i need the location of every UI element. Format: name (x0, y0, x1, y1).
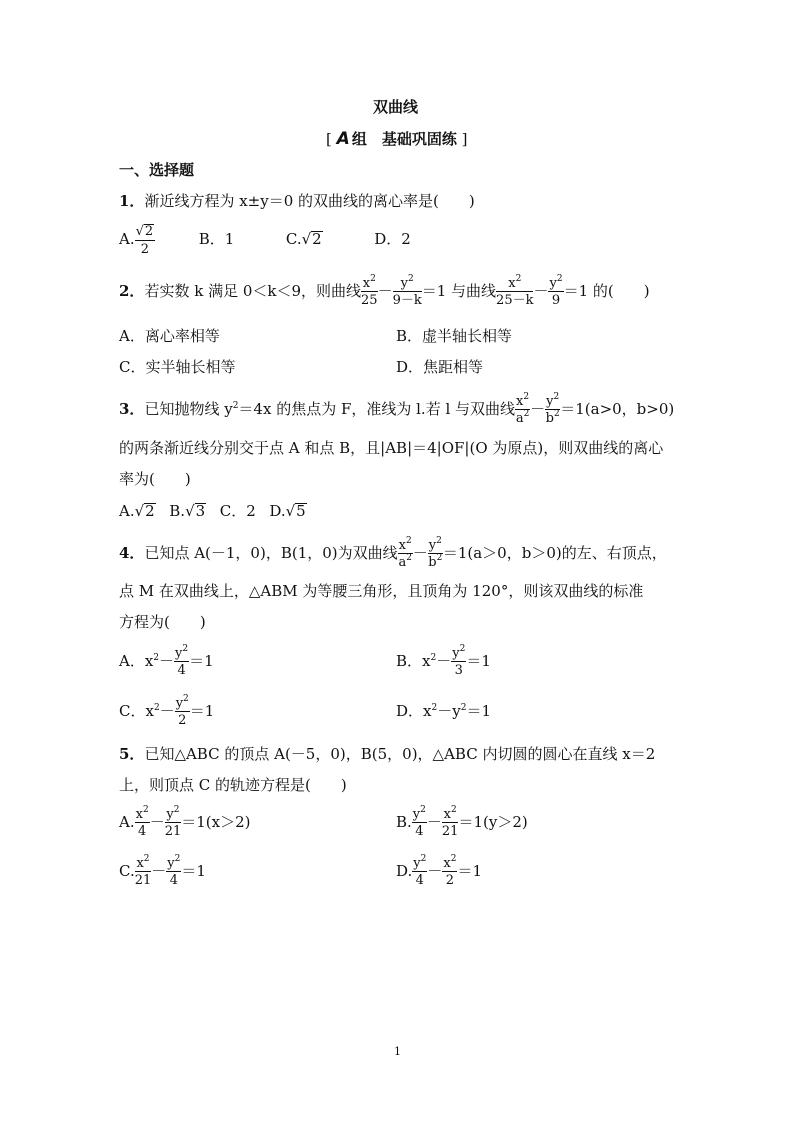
question-number: 4． (119, 544, 145, 562)
bracket-open: [ (326, 130, 332, 148)
question-2: 2．若实数 k 满足 0＜k＜9，则曲线 $\frac{x^2}{25}$ － $\frac{y^2}{9-k}$ ＝1 与曲线 $\frac{x^2}{25-k}$ － $\frac{y^2}{9}$ ＝1 的( ) (119, 274, 650, 308)
question-3-line2: 的两条渐近线分别交于点 A 和点 B，且|AB|＝4|OF|(O 为原点)，则双曲线的离心 (119, 439, 664, 457)
option-a: A. $\frac{x^2}{4}$ － $\frac{y^2}{21}$ ＝1(x＞2) (119, 805, 251, 839)
option-a: A．离心率相等 (119, 327, 220, 345)
question-5: 5．已知△ABC 的顶点 A(－5，0)，B(5，0)，△ABC 内切圆的圆心在直线 x＝2 (119, 745, 656, 763)
option-d: D．$x^2-y^2=1$ (396, 702, 491, 720)
section-heading: 一、选择题 (119, 161, 195, 179)
question-3-line3: 率为( ) (119, 470, 191, 488)
option-c: C．$x^2-$ $\frac{y^2}{2}$ ＝1 (119, 694, 215, 728)
question-1 (119, 194, 475, 209)
question-number: 1． (119, 192, 145, 210)
option-c: C．实半轴长相等 (119, 358, 236, 376)
question-5-line2: 上，则顶点 C 的轨迹方程是( ) (119, 776, 347, 794)
question-4: 4．已知点 A(－1，0)，B(1，0)为双曲线 $\frac{x^2}{a^2}$ － $\frac{y^2}{b^2}$ ＝1(a＞0，b＞0)的左、右顶点， (119, 536, 667, 570)
option-d: D. $\frac{y^2}{4}$ － $\frac{x^2}{2}$ ＝1 (396, 854, 482, 888)
option-a: A.√2 (119, 502, 155, 520)
option-b: B．虚半轴长相等 (396, 327, 513, 345)
option-d: D.√5 (269, 502, 306, 520)
q3-options (119, 503, 307, 520)
option-c: C.√2 (285, 229, 322, 248)
question-number: 2． (119, 282, 145, 300)
question-4-line3: 方程为( ) (119, 613, 206, 631)
group-letter-badge: A (336, 129, 350, 149)
bracket-close: ] (461, 130, 468, 148)
group-header (326, 131, 467, 148)
option-b: B．1 (198, 229, 235, 248)
option-b: B.√3 (169, 502, 206, 520)
question-3: 3．已知抛物线 $y^2=4x$ 的焦点为 F，准线为 l.若 l 与双曲线 $\frac{x^2}{a^2}$ － $\frac{y^2}{b^2}$ ＝1(a>0，b>0) (119, 392, 675, 426)
page-title: 双曲线 (373, 98, 419, 116)
group-label: 组 基础巩固练 (351, 130, 457, 148)
option-a: A．$x^2-$ $\frac{y^2}{4}$ ＝1 (119, 644, 214, 678)
q1-options (119, 224, 411, 256)
question-4-line2: 点 M 在双曲线上，△ABM 为等腰三角形，且顶角为 120°，则该双曲线的标准 (119, 582, 644, 600)
option-c: C．2 (219, 502, 256, 520)
option-c: C. $\frac{x^2}{21}$ － $\frac{y^2}{4}$ ＝1 (119, 854, 206, 888)
option-a: A. $\frac{√2}{2}$ (119, 224, 154, 257)
page-number: 1 (394, 1045, 401, 1058)
option-d: D．2 (374, 229, 411, 248)
option-d: D．焦距相等 (396, 358, 484, 376)
question-stem: 渐近线方程为 x±y＝0 的双曲线的离心率是( ) (144, 192, 475, 210)
option-b: B. $\frac{y^2}{4}$ － $\frac{x^2}{21}$ ＝1(y＞2) (396, 805, 528, 839)
question-number: 5． (119, 745, 145, 763)
option-b: B．$x^2-$ $\frac{y^2}{3}$ ＝1 (396, 644, 491, 678)
question-number: 3． (119, 400, 145, 418)
